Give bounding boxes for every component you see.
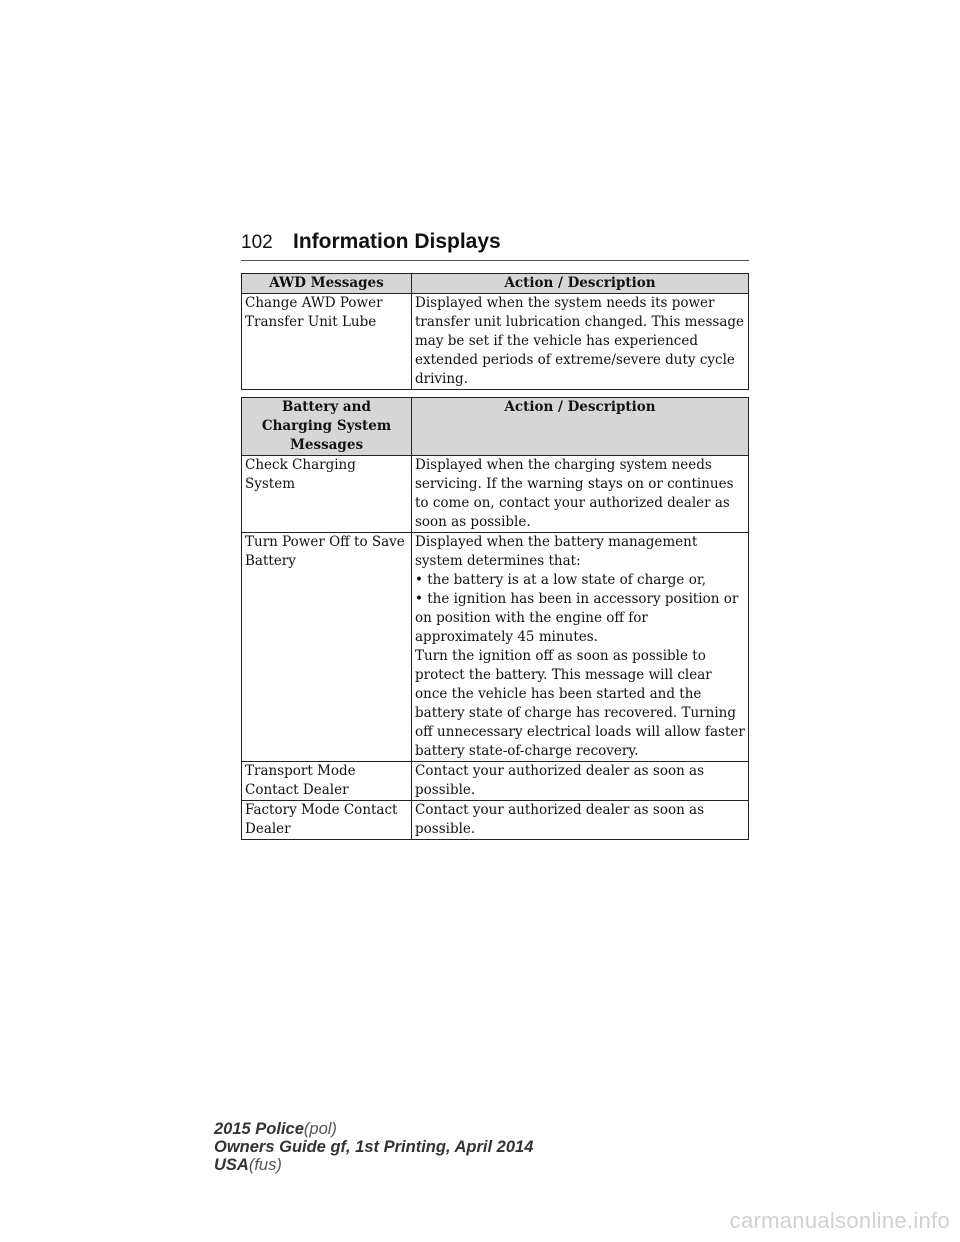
header-rule [241,260,749,261]
message-cell: Change AWD Power Transfer Unit Lube [242,294,412,390]
footer-market: USA [214,1156,249,1174]
footer-line [214,1138,533,1156]
column-header-battery-messages: Battery and Charging System Messages [242,398,412,456]
description-intro: Displayed when the battery management system determines that: [415,534,698,569]
bullet-item: • the ignition has been in accessory position or on position with the engine off for approximately 45 minutes. [415,591,739,645]
bullet-item: • the battery is at a low state of charge or, [415,572,707,588]
column-header-action-description: Action / Description [412,274,749,294]
table-header-row [242,398,749,456]
document-footer [214,1120,533,1174]
table-row [242,801,749,840]
message-cell: Factory Mode Contact Dealer [242,801,412,840]
message-cell: Turn Power Off to Save Battery [242,533,412,762]
column-header-awd-messages: AWD Messages [242,274,412,294]
footer-market-code: (fus) [248,1156,282,1174]
footer-edition: Owners Guide gf, 1st Printing, April 2014 [214,1138,534,1156]
table-row [242,294,749,390]
message-cell: Transport Mode Contact Dealer [242,762,412,801]
description-cell: Contact your authorized dealer as soon as possible. [412,762,749,801]
awd-messages-table [241,273,749,390]
footer-model-code: (pol) [303,1120,337,1138]
table-row [242,533,749,762]
footer-line [214,1156,533,1174]
battery-charging-messages-table [241,397,749,840]
description-cell [412,533,749,762]
footer-line [214,1120,533,1138]
page-number: 102 [241,232,273,253]
section-title: Information Displays [293,230,501,253]
description-cell: Displayed when the charging system needs servicing. If the warning stays on or continues to come on, contact your authorized dealer as soon as possible. [412,456,749,533]
page-header [241,230,749,260]
message-cell: Check Charging System [242,456,412,533]
description-cell: Displayed when the system needs its power transfer unit lubrication changed. This message may be set if the vehicle has experienced extended periods of extreme/severe duty cycle driving. [412,294,749,390]
table-row [242,762,749,801]
description-cell: Contact your authorized dealer as soon as possible. [412,801,749,840]
table-header-row [242,274,749,294]
table-row [242,456,749,533]
column-header-action-description: Action / Description [412,398,749,456]
watermark: carmanualsonline.info [729,1208,950,1233]
description-outro: Turn the ignition off as soon as possible to protect the battery. This message will clear once the vehicle has been started and the battery state of charge has recovered. Turning off unnecessary electrical loads will allow faster battery state-of-charge recovery. [415,648,745,759]
footer-model: 2015 Police [214,1120,304,1138]
